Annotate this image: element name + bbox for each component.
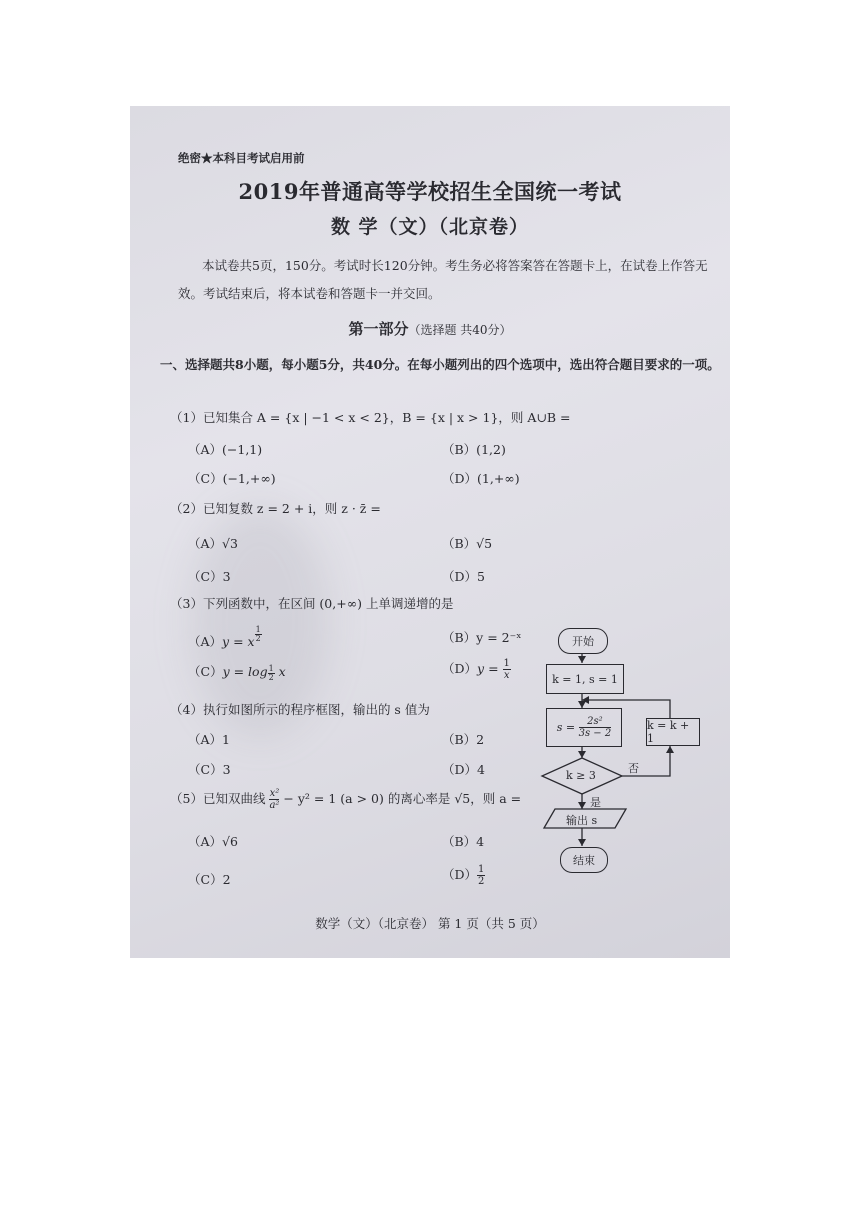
flowchart-start: 开始 <box>558 628 608 654</box>
flowchart-assign-den: 3s − 2 <box>578 728 612 739</box>
flowchart-output: 输出 s <box>566 814 598 827</box>
q3-option-b: （B）y = 2⁻ˣ <box>442 630 522 645</box>
question-4-stem: （4）执行如图所示的程序框图，输出的 s 值为 <box>170 702 430 717</box>
q3-option-a-label: （A） <box>188 634 223 650</box>
section-instruction: 一、选择题共8小题，每小题5分，共40分。在每小题列出的四个选项中，选出符合题目要求的一项。 <box>160 357 720 372</box>
q3-option-c-var: x <box>278 664 286 679</box>
section-title: 第一部分 <box>348 320 409 338</box>
section-note: （选择题 共40分） <box>408 323 512 337</box>
q1-option-a: （A）(−1,1) <box>188 442 263 457</box>
q5-option-b: （B）4 <box>442 834 485 849</box>
flowchart-assign-frac <box>579 716 612 739</box>
q4-option-b: （B）2 <box>442 732 485 747</box>
exam-title: 2019年普通高等学校招生全国统一考试 <box>238 179 622 204</box>
flowchart-no-label: 否 <box>628 762 639 775</box>
flowchart-assign-lhs: s = <box>556 721 576 734</box>
q3c-base-den: 2 <box>268 672 274 682</box>
q5-frac-den: a² <box>269 800 280 811</box>
q3-option-c-expr: y = log <box>222 664 268 679</box>
q4-option-a: （A）1 <box>188 732 230 747</box>
q2-option-c: （C）3 <box>188 569 231 584</box>
exam-intro: 本试卷共5页，150分。考试时长120分钟。考生务必将答案答在答题卡上，在试卷上作答无效。考试结束后，将本试卷和答题卡一并交回。 <box>178 258 708 301</box>
q5-stem-post: − y² = 1 (a > 0) 的离心率是 √5，则 a = <box>283 791 522 806</box>
q3c-base-num: 1 <box>268 663 274 673</box>
flowchart-lines <box>130 106 730 958</box>
q3-option-d-expr: y = <box>477 661 499 676</box>
page-footer: 数学（文）（北京卷） 第 1 页（共 5 页） <box>315 916 545 931</box>
exam-page-photo <box>130 106 730 958</box>
q5d-den: 2 <box>478 876 485 887</box>
q1-option-c: （C）(−1,+∞) <box>188 471 276 486</box>
q3a-exp-den: 2 <box>255 634 261 643</box>
q5d-num: 1 <box>478 864 485 875</box>
q2-option-d: （D）5 <box>442 569 485 584</box>
q5-option-c: （C）2 <box>188 872 231 887</box>
q3d-den: x <box>503 670 510 681</box>
confidential-label: 绝密★本科目考试启用前 <box>178 151 305 165</box>
q4-option-d: （D）4 <box>442 762 485 777</box>
q2-option-a: （A）√3 <box>188 536 238 551</box>
q5-option-d-label: （D） <box>442 867 478 882</box>
q3-option-c-label: （C） <box>188 664 223 679</box>
q3-option-a-expr: y = x <box>222 634 255 650</box>
q5-option-a: （A）√6 <box>188 834 238 849</box>
q4-option-c: （C）3 <box>188 762 231 777</box>
q5-frac-num: x² <box>269 788 280 799</box>
flowchart-assign <box>546 708 622 747</box>
flowchart-increment: k = k + 1 <box>646 718 700 746</box>
question-3-stem: （3）下列函数中，在区间 (0,+∞) 上单调递增的是 <box>170 596 454 611</box>
flowchart-yes-label: 是 <box>590 796 601 809</box>
question-2-stem: （2）已知复数 z = 2 + i，则 z · z̄ = <box>170 501 381 516</box>
q3d-num: 1 <box>503 658 510 669</box>
q1-option-d: （D）(1,+∞) <box>442 471 520 486</box>
q5-stem-pre: （5）已知双曲线 <box>170 791 266 806</box>
exam-subtitle: 数 学（文）（北京卷） <box>330 216 530 238</box>
q3a-exp-num: 1 <box>255 625 261 634</box>
flowchart-assign-num: 2s² <box>579 716 612 728</box>
flowchart-condition: k ≥ 3 <box>566 769 596 782</box>
q2-option-b: （B）√5 <box>442 536 493 551</box>
flowchart-init: k = 1, s = 1 <box>546 664 624 694</box>
question-1-stem: （1）已知集合 A = {x | −1 < x < 2}，B = {x | x > 1}，则 A∪B = <box>170 410 571 425</box>
flowchart-end: 结束 <box>560 847 608 873</box>
q1-option-b: （B）(1,2) <box>442 442 506 457</box>
q3-option-d-label: （D） <box>442 661 478 676</box>
